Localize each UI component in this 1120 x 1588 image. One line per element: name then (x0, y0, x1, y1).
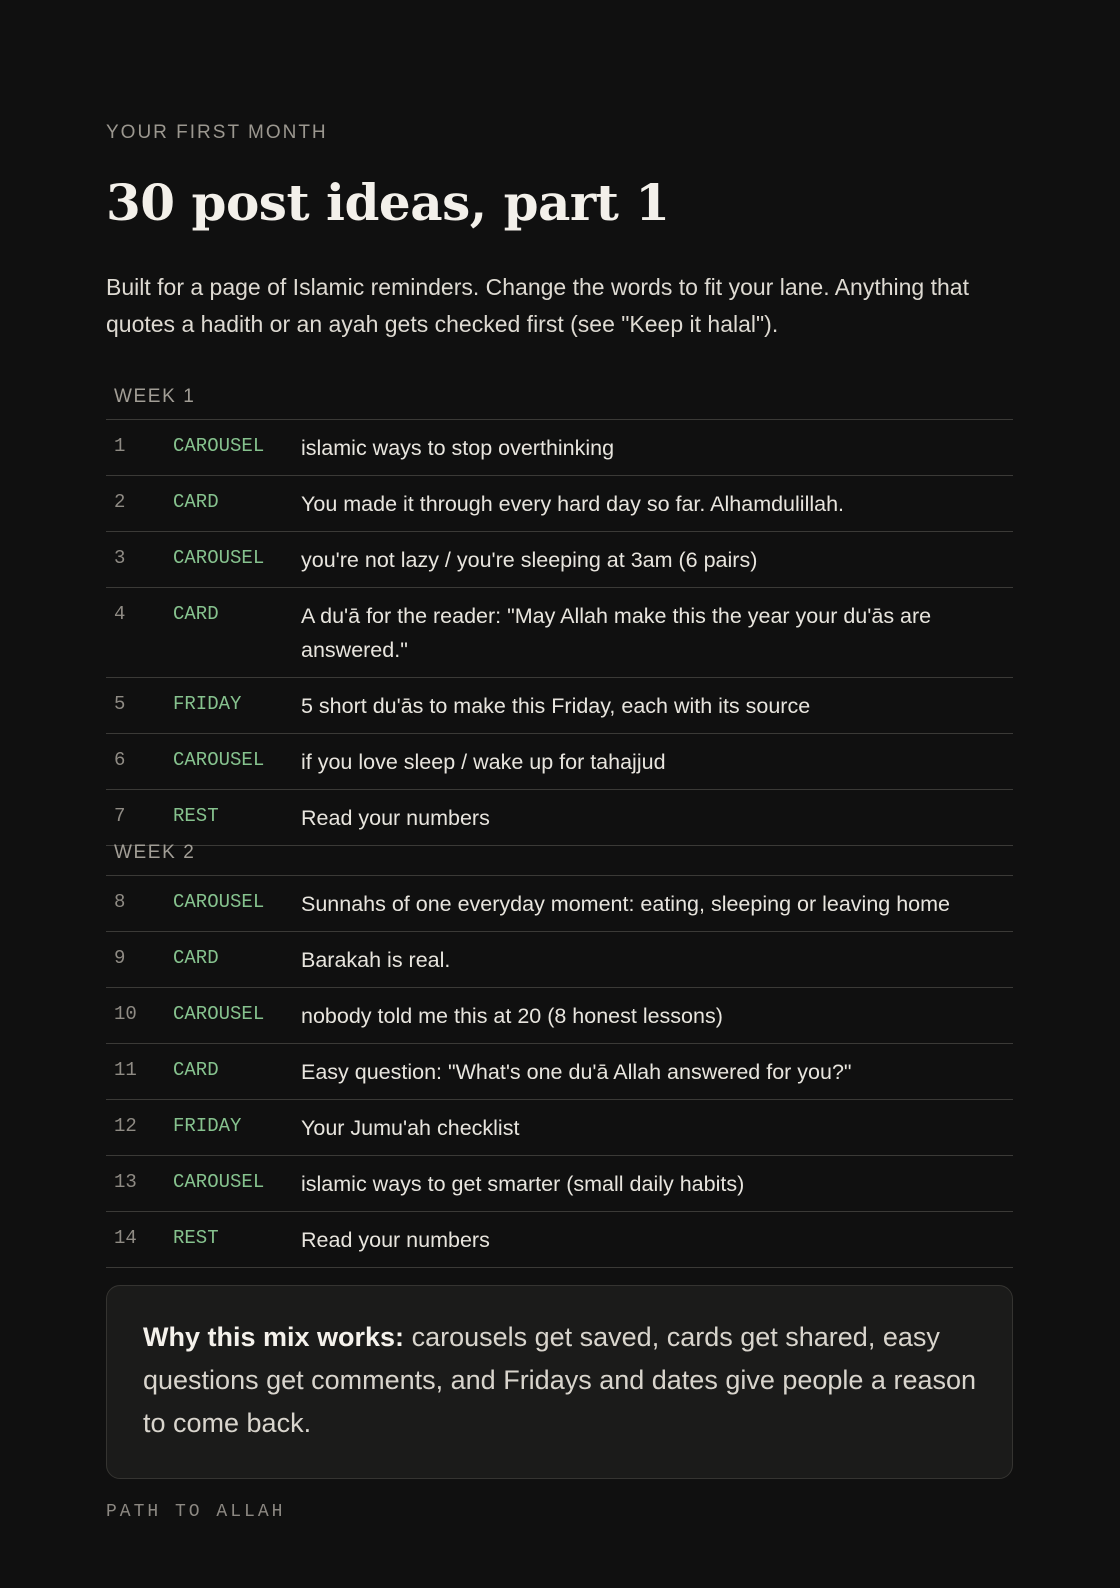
post-type: FRIDAY (173, 693, 242, 715)
post-type: CAROUSEL (173, 547, 265, 569)
post-type: CARD (173, 491, 219, 513)
post-idea: You made it through every hard day so far. Alhamdulillah. (301, 492, 845, 516)
week-label: WEEK 1 (114, 386, 196, 407)
row-number: 6 (114, 749, 126, 771)
row-number: 1 (114, 435, 126, 457)
row-number: 10 (114, 1003, 137, 1025)
table-row (106, 1212, 1013, 1268)
table-row (106, 476, 1013, 532)
row-number: 5 (114, 693, 126, 715)
week-table (106, 419, 1013, 846)
post-idea: 5 short du'ās to make this Friday, each with its source (301, 694, 811, 718)
note-lead: Why this mix works: (143, 1322, 405, 1352)
post-idea: A du'ā for the reader: "May Allah make this the year your du'ās are answered." (301, 604, 932, 662)
row-number: 13 (114, 1171, 137, 1193)
week-table (106, 875, 1013, 1268)
table-row (106, 1044, 1013, 1100)
post-type: REST (173, 1227, 219, 1249)
post-idea: islamic ways to get smarter (small daily habits) (301, 1172, 745, 1196)
row-number: 11 (114, 1059, 137, 1081)
post-type: CAROUSEL (173, 1003, 265, 1025)
post-type: REST (173, 805, 219, 827)
post-type: FRIDAY (173, 1115, 242, 1137)
table-row (106, 988, 1013, 1044)
table-row (106, 532, 1013, 588)
week-label: WEEK 2 (114, 842, 196, 863)
table-row (106, 734, 1013, 790)
footer-brand: PATH TO ALLAH (106, 1502, 286, 1522)
post-type: CARD (173, 947, 219, 969)
post-type: CARD (173, 603, 219, 625)
table-row (106, 932, 1013, 988)
table-row (106, 420, 1013, 476)
post-type: CAROUSEL (173, 891, 265, 913)
row-number: 8 (114, 891, 126, 913)
post-idea: Read your numbers (301, 1228, 490, 1252)
intro-paragraph: Built for a page of Islamic reminders. Change the words to fit your lane. Anything that quotes a hadith or an ayah gets checked first (see "Keep it halal"). (106, 274, 969, 337)
post-idea: Your Jumu'ah checklist (301, 1116, 520, 1140)
row-number: 3 (114, 547, 126, 569)
post-idea: nobody told me this at 20 (8 honest lessons) (301, 1004, 723, 1028)
row-number: 12 (114, 1115, 137, 1137)
post-idea: Easy question: "What's one du'ā Allah answered for you?" (301, 1060, 852, 1084)
row-number: 2 (114, 491, 126, 513)
eyebrow: YOUR FIRST MONTH (106, 122, 328, 143)
table-row (106, 1100, 1013, 1156)
post-type: CAROUSEL (173, 435, 265, 457)
post-idea: if you love sleep / wake up for tahajjud (301, 750, 666, 774)
row-number: 7 (114, 805, 126, 827)
post-type: CAROUSEL (173, 749, 265, 771)
table-row (106, 1156, 1013, 1212)
page-title: 30 post ideas, part 1 (106, 173, 670, 232)
post-type: CAROUSEL (173, 1171, 265, 1193)
mix-note-card (106, 1285, 1013, 1479)
row-number: 14 (114, 1227, 137, 1249)
post-idea: you're not lazy / you're sleeping at 3am (6 pairs) (301, 548, 758, 572)
table-row (106, 588, 1013, 678)
row-number: 9 (114, 947, 126, 969)
table-row (106, 876, 1013, 932)
post-idea: Read your numbers (301, 806, 490, 830)
post-idea: islamic ways to stop overthinking (301, 436, 615, 460)
row-number: 4 (114, 603, 126, 625)
table-row (106, 790, 1013, 846)
post-idea: Barakah is real. (301, 948, 451, 972)
post-type: CARD (173, 1059, 219, 1081)
table-row (106, 678, 1013, 734)
post-idea: Sunnahs of one everyday moment: eating, sleeping or leaving home (301, 892, 950, 916)
note-body: carousels get saved, cards get shared, easy questions get comments, and Fridays and dates give people a reason to come back. (143, 1322, 977, 1438)
